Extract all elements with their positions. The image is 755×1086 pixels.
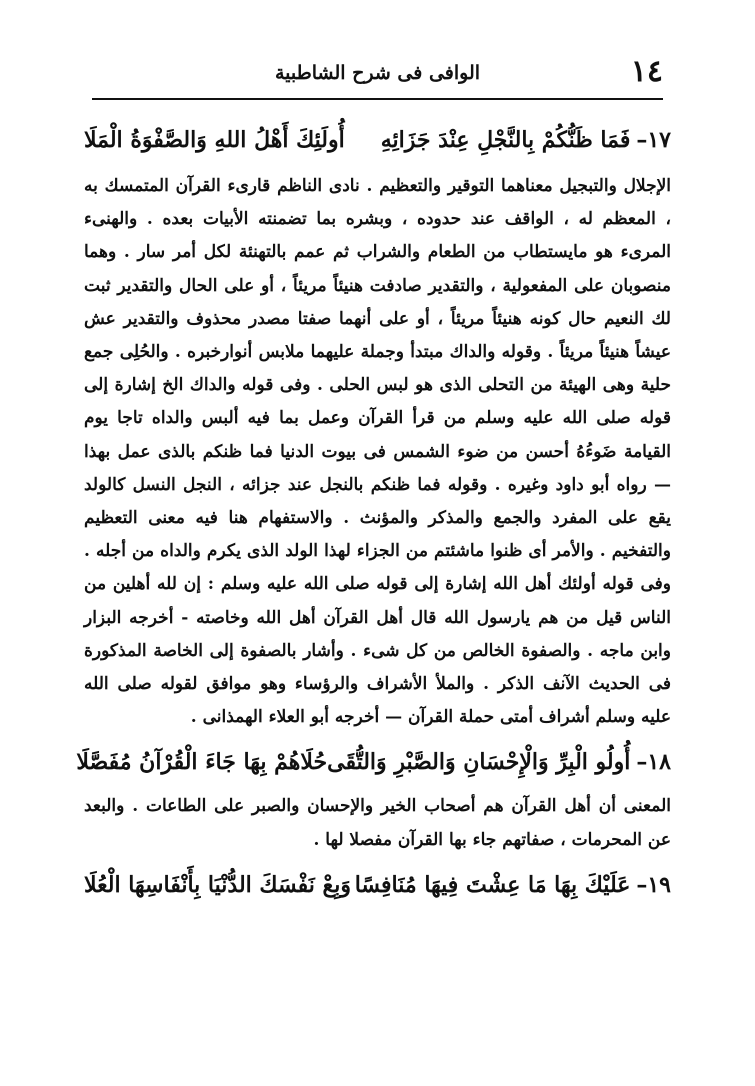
verse-18-first-hemistich-text: أُولُو الْبِرِّ وَالْإِحْسَانِ وَالصَّبْرِ وَالتُّقَى — [327, 749, 631, 776]
running-title: الوافى فى شرح الشاطبية — [274, 62, 481, 84]
verse-19-second-hemistich: وَبِعْ نَفْسَكَ الدُّنْيَا بِأَنْفَاسِهَا الْعُلَا — [84, 871, 351, 898]
verse-17-number: ١٧– — [636, 127, 671, 153]
page-number: ١٤ — [630, 54, 663, 89]
verse-18-second-hemistich: حُلَاهُمْ بِهَا جَاءَ الْقُرْآنُ مُفَصَّلَا — [76, 749, 328, 776]
verse-17-first-hemistich-text: فَمَا ظَنُّكُمْ بِالنَّجْلِ عِنْدَ جَزَائِهِ — [380, 127, 631, 153]
commentary-18: المعنى أن أهل القرآن هم أصحاب الخير والإحسان والصبر على الطاعات . والبعد عن المحرمات ، صفاتهم جاء بها القرآن مفصلا لها . — [84, 796, 671, 850]
verse-19 — [84, 857, 671, 913]
verse-18-first-hemistich — [327, 734, 671, 790]
page-body — [76, 112, 671, 913]
header-rule — [92, 98, 663, 100]
verse-17-second-hemistich: أُولَئِكَ أَهْلُ اللهِ وَالصَّفْوَةُ الْمَلَا — [84, 127, 345, 153]
page-header — [92, 52, 663, 96]
verse-18 — [76, 734, 671, 790]
verse-17-first-hemistich — [381, 112, 671, 168]
verse-17 — [84, 112, 671, 168]
commentary-17: الإجلال والتبجيل معناهما التوقير والتعظيم . نادى الناظم قارىء القرآن المتمسك به ، المعظم له ، الواقف عند حدوده ، وبشره بما تضمنته الأبيات بعده . والهنىء المرىء هو مايستطاب من الطعام والشراب ثم عمم بالتهنئة لكل أمر سار . وهما منصوبان على المفعولية ، والتقدير صادفت هنيئاً مريئاً ، أو على الحال والتقدير ثبت لك النعيم حال كونه هنيئاً مريئاً ، أو على أنهما صفتا مصدر محذوف والتقدير عش عيشاً هنيئاً مريئاً . وقوله والداك مبتدأ وجملة عليهما ملابس أنوارخبره . والحُلِى جمع حلية وهى الهيئة من التحلى الذى هو لبس الحلى . وفى قوله والداك الخ إشارة إلى قوله صلى الله عليه وسلم من قرأ القرآن وعمل بما فيه ألبس والداه تاجا يوم القيامة ضَوءُهُ أحسن من ضوء الشمس فى بيوت الدنيا فما ظنكم بالذى عمل بهذا — رواه أبو داود وغيره . وقوله فما ظنكم بالنجل عند جزائه ، النجل النسل كالولد يقع على المفرد والجمع والمذكر والمؤنث . والاستفهام هنا فيه معنى التعظيم والتفخيم . والأمر أى ظنوا ماشئتم من الجزاء لهذا الولد الذى يكرم والداه من أجله . وفى قوله أولئك أهل الله إشارة إلى قوله صلى الله عليه وسلم : إن لله أهلين من الناس قيل من هم يارسول الله قال أهل القرآن أهل الله وخاصته - أخرجه البزار وابن ماجه . والصفوة الخالص من كل شىء . وأشار بالصفوة إلى الخاصة المذكورة فى الحديث الآنف الذكر . والملأ الأشراف والرؤساء وهو موافق لقوله صلى الله عليه وسلم أشراف أمتى حملة القرآن — أخرجه أبو العلاء الهمذانى . — [84, 176, 671, 728]
verse-18-number: ١٨– — [636, 749, 671, 776]
verse-19-first-hemistich — [355, 857, 671, 913]
verse-19-first-hemistich-text: عَلَيْكَ بِهَا مَا عِشْتَ فِيهَا مُنَافِسًا — [354, 871, 631, 898]
verse-19-number: ١٩– — [636, 871, 671, 898]
